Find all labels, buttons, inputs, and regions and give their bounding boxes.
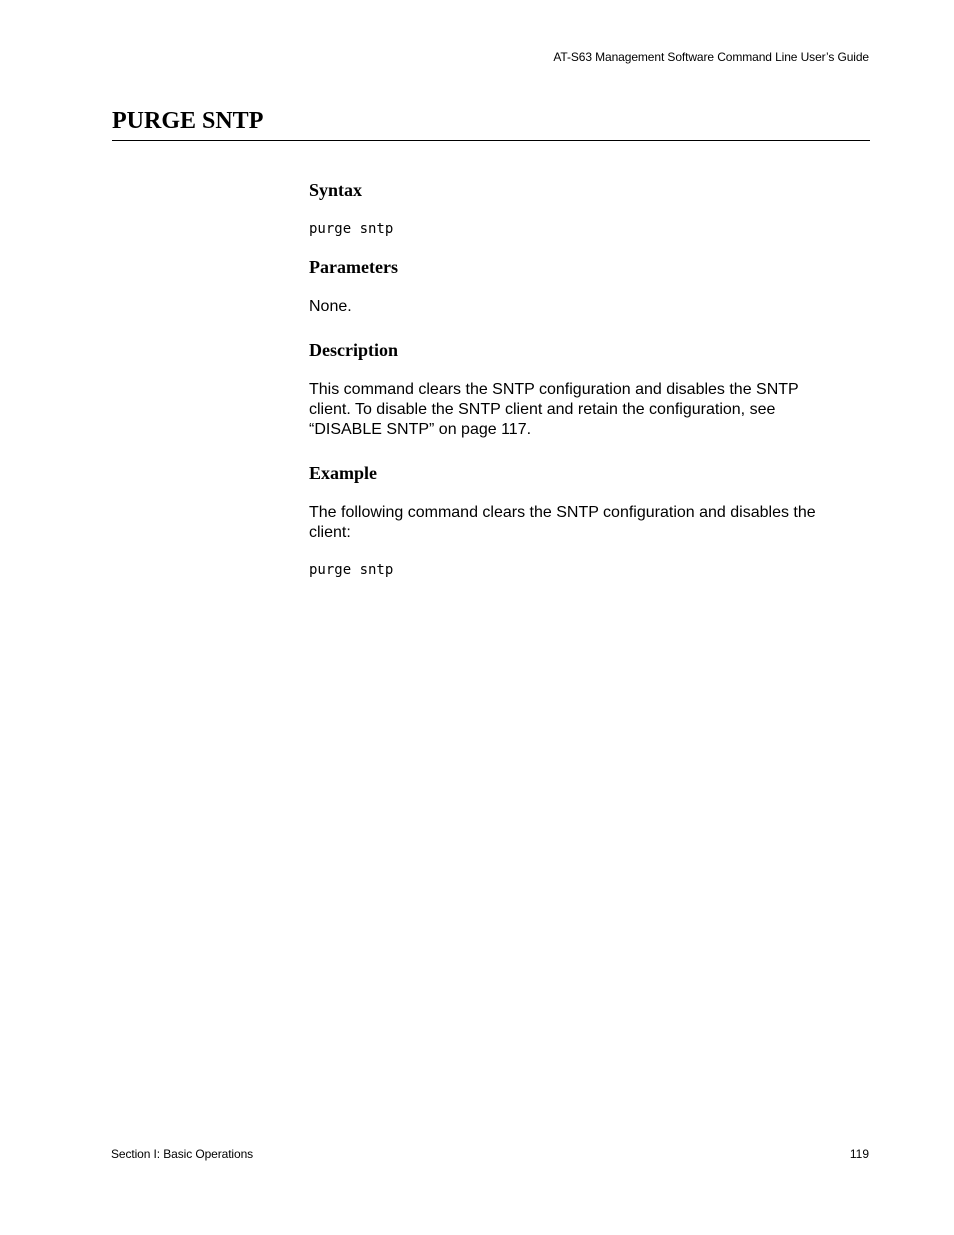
- running-header: AT-S63 Management Software Command Line User’s Guide: [553, 50, 869, 64]
- description-line: client. To disable the SNTP client and retain the configuration, see: [309, 401, 776, 418]
- description-heading: Description: [309, 340, 398, 360]
- syntax-heading: Syntax: [309, 180, 363, 200]
- parameters-text: None.: [309, 298, 352, 315]
- parameters-heading: Parameters: [309, 257, 398, 277]
- footer-page-number: 119: [849, 1147, 869, 1161]
- description-text: [309, 380, 869, 440]
- description-line: “DISABLE SNTP” on page 117.: [309, 421, 532, 438]
- example-line: client:: [309, 524, 351, 541]
- example-text: [309, 503, 869, 543]
- example-command: purge sntp: [309, 562, 394, 578]
- description-line: This command clears the SNTP configuration and disables the SNTP: [309, 381, 799, 398]
- example-heading: Example: [309, 463, 378, 483]
- syntax-command: purge sntp: [309, 221, 394, 237]
- page-title: PURGE SNTP: [112, 108, 264, 134]
- example-line: The following command clears the SNTP configuration and disables the: [309, 504, 816, 521]
- footer-section: Section I: Basic Operations: [111, 1147, 254, 1161]
- title-rule: [112, 140, 870, 141]
